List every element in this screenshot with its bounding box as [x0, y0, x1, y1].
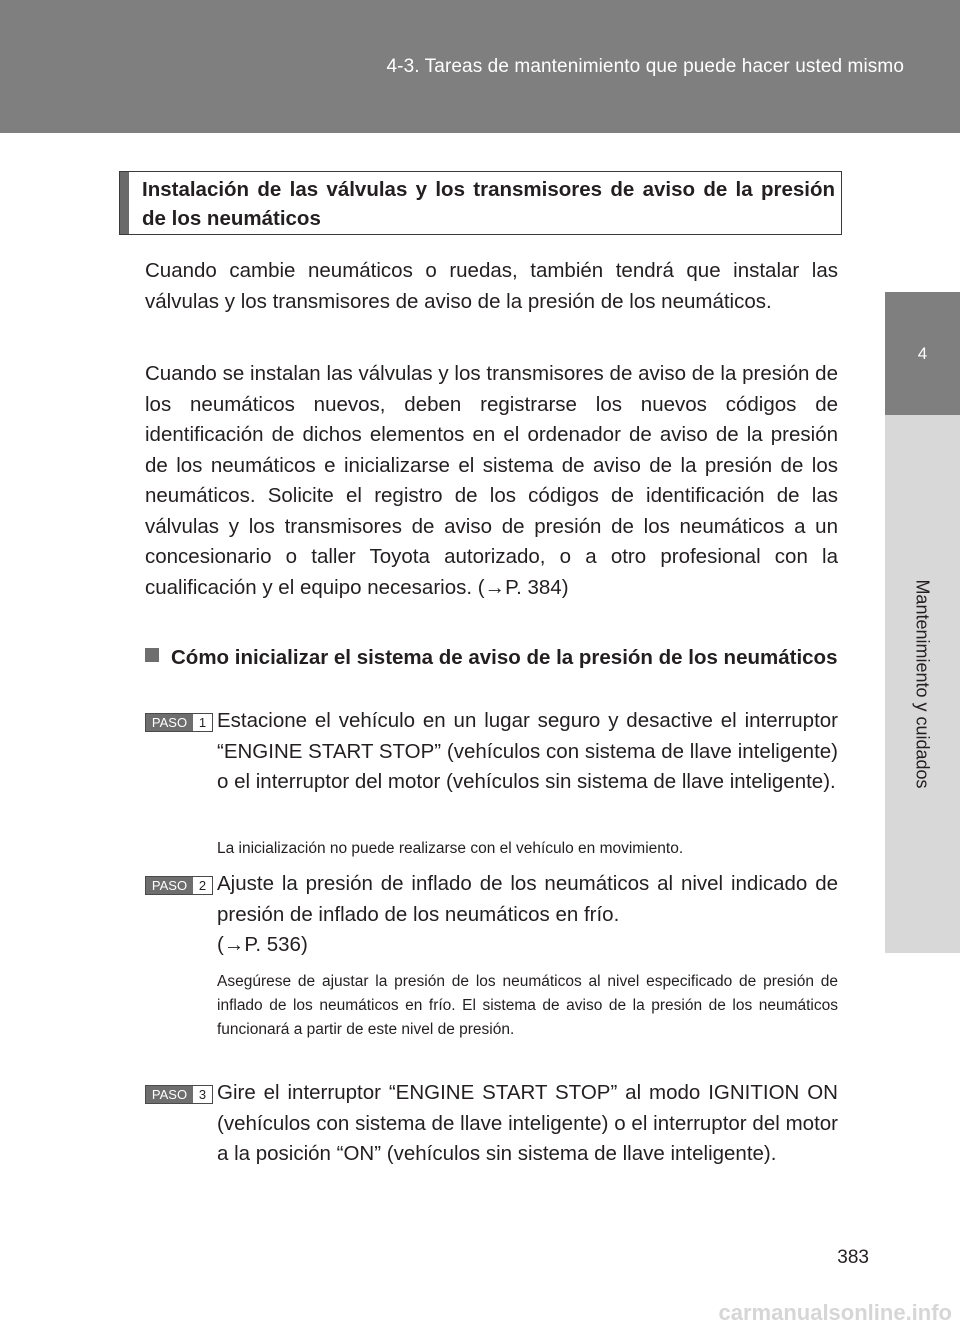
step-badge-word: PASO: [146, 1086, 193, 1103]
step-1-note: La inicialización no puede realizarse con el vehículo en movimiento.: [217, 840, 684, 857]
page-number: 383: [837, 1247, 869, 1268]
section-heading-box: [119, 171, 842, 235]
step-badge-word: PASO: [146, 877, 193, 894]
header-band: [0, 0, 960, 133]
step-1-text: Estacione el vehículo en un lugar seguro y desactive el interruptor “ENGINE START STOP” (vehículos con sistema de llave inteligente) o el interruptor del motor (vehículos sin sistema de llave inteligente).: [217, 709, 838, 793]
step-2-note: Asegúrese de ajustar la presión de los neumáticos al nivel especificado de presión de inflado de los neumáticos en frío. El sistema de aviso de la presión de los neumáticos funcionará a partir de este nivel de presión.: [217, 973, 838, 1038]
step-badge-1: [145, 713, 213, 732]
step-badge-3: [145, 1085, 213, 1104]
section-path: 4-3. Tareas de mantenimiento que puede hacer usted mismo: [386, 56, 904, 77]
heading-accent-bar: [120, 172, 129, 234]
step-2-page-reference: (→P. 536): [217, 933, 308, 956]
watermark-logo: carmanualsonline.info: [718, 1300, 952, 1325]
chapter-title: Mantenimiento y cuidados: [912, 579, 933, 789]
step-badge-number: 3: [193, 1086, 212, 1103]
subheading-text: Cómo inicializar el sistema de aviso de la presión de los neumáticos: [171, 646, 838, 669]
step-badge-2: [145, 876, 213, 895]
chapter-number-tab: 4: [885, 292, 960, 415]
step-badge-number: 2: [193, 877, 212, 894]
step-badge-word: PASO: [146, 714, 193, 731]
step-badge-number: 1: [193, 714, 212, 731]
step-2-text: Ajuste la presión de inflado de los neumáticos al nivel indicado de presión de inflado de los neumáticos en frío.: [217, 872, 838, 926]
square-bullet-icon: [145, 648, 159, 662]
section-heading: Instalación de las válvulas y los transmisores de aviso de la presión de los neumáticos: [142, 178, 835, 230]
paragraph-registration: Cuando se instalan las válvulas y los transmisores de aviso de la presión de los neumáticos nuevos, deben registrarse los nuevos códigos de identificación de dichos elementos en el ordenador de aviso de la presión de los neumáticos e inicializarse el sistema de aviso de la presión de los neumáticos. Solicite el registro de los códigos de identificación de las válvulas y los transmisores de aviso de presión de los neumáticos a un concesionario o taller Toyota autorizado, o a otro profesional con la cualificación y el equipo necesarios. (→P. 384): [145, 362, 838, 599]
subheading: [145, 643, 838, 673]
paragraph-intro: Cuando cambie neumáticos o ruedas, también tendrá que instalar las válvulas y los transmisores de aviso de la presión de los neumáticos.: [145, 259, 838, 313]
chapter-title-tab: [885, 415, 960, 953]
step-3-text: Gire el interruptor “ENGINE START STOP” al modo IGNITION ON (vehículos con sistema de llave inteligente) o el interruptor del motor a la posición “ON” (vehículos sin sistema de llave inteligente).: [217, 1081, 838, 1165]
